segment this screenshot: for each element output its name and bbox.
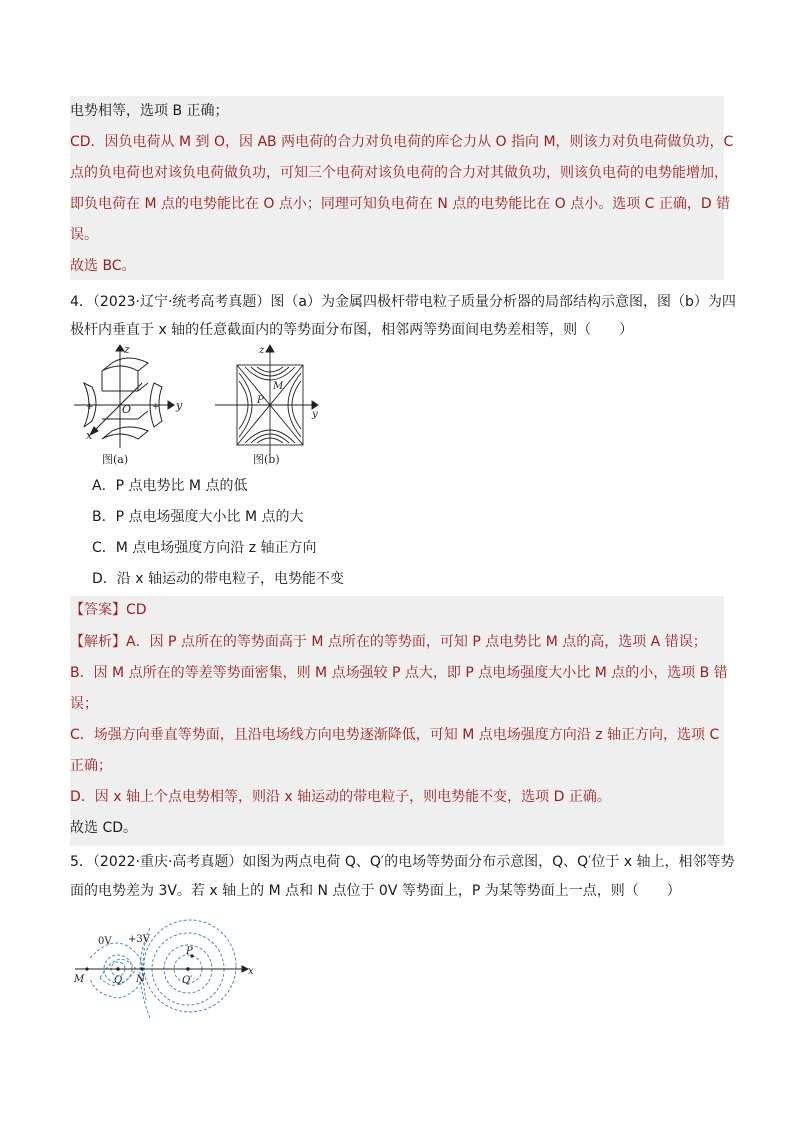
- fig-a-label-y: y: [176, 399, 183, 412]
- q4-analysis-line: 误；: [70, 696, 98, 712]
- q4-analysis-line: B．因 M 点所在的等差等势面密集，则 M 点场强较 P 点大，即 P 点电场强度大小比 M 点的小，选项 B 错: [70, 665, 728, 681]
- q4-stem-line2: 极杆内垂直于 x 轴的任意截面内的等势面分布图，相邻两等势面间电势差相等，则（ ）: [70, 322, 634, 338]
- q4-stem-line1: 4．（2023·辽宁·统考高考真题）图（a）为金属四极杆带电粒子质量分析器的局部结构示意图，图（b）为四: [70, 294, 736, 310]
- fig-a-caption: 图(a): [102, 453, 129, 466]
- solution-line: 误。: [70, 227, 98, 243]
- q5-label-0v: 0V: [98, 936, 112, 947]
- q4-analysis-line: 【解析】A．因 P 点所在的等势面高于 M 点所在的等势面，可知 P 点电势比 M 点的高，选项 A 错误；: [70, 634, 707, 650]
- svg-text:−: −: [116, 362, 124, 372]
- figure-q5-equipotential: [70, 918, 260, 1028]
- q5-stem-line2: 面的电势差为 3V。若 x 轴上的 M 点和 N 点位于 0V 等势面上，P 为某等势面上一点，则（ ）: [70, 883, 681, 899]
- fig-b-label-y: y: [312, 409, 318, 420]
- solution-block-prev: [70, 96, 724, 280]
- figure-b-equipotential: [215, 343, 325, 468]
- svg-text:+: +: [86, 402, 94, 412]
- q4-answer: [70, 600, 147, 620]
- q5-label-q2: Q′: [182, 975, 193, 986]
- q4-option-a: A．P 点电势比 M 点的低: [92, 478, 248, 494]
- q4-analysis-line: 正确；: [70, 758, 112, 774]
- fig-a-label-z: z: [124, 343, 130, 356]
- fig-a-label-x: x: [86, 429, 93, 442]
- q4-analysis-line: C．场强方向垂直等势面，且沿电场线方向电势逐渐降低，可知 M 点电场强度方向沿 z 轴正方向，选项 C: [70, 727, 720, 743]
- fig-b-label-z: z: [259, 345, 265, 356]
- q5-label-m: M: [74, 974, 85, 985]
- q4-option-c: C．M 点电场强度方向沿 z 轴正方向: [92, 540, 317, 556]
- fig-b-label-p: P: [257, 395, 264, 406]
- q4-analysis-line: D．因 x 轴上个点电势相等，则沿 x 轴运动的带电粒子，则电势能不变，选项 D 正确。: [70, 789, 611, 805]
- fig-a-label-o: O: [122, 403, 132, 416]
- answer-tag: 【答案】: [70, 602, 126, 618]
- q4-option-b: B．P 点电场强度大小比 M 点的大: [92, 509, 304, 525]
- fig-b-caption: 图(b): [253, 453, 280, 466]
- q5-label-x: x: [248, 966, 254, 977]
- solution-line: 电势相等，选项 B 正确；: [70, 103, 229, 119]
- q5-label-3v: +3V: [128, 934, 150, 945]
- q5-stem-line1: 5．（2022·重庆·高考真题）如图为两点电荷 Q、Q′的电场等势面分布示意图，Q、Q′位于 x 轴上，相邻等势: [70, 854, 735, 870]
- q4-option-d: D．沿 x 轴运动的带电粒子，电势能不变: [92, 571, 344, 587]
- answer-value: CD: [126, 602, 147, 618]
- figure-a-quadrupole: [72, 343, 192, 468]
- analysis-tag: 【解析】: [70, 634, 126, 650]
- svg-text:+: +: [152, 402, 160, 412]
- svg-text:−: −: [116, 430, 124, 440]
- solution-line: CD．因负电荷从 M 到 O，因 AB 两电荷的合力对负电荷的库仑力从 O 指向 M，则该力对负电荷做负功，C: [70, 134, 734, 150]
- q4-analysis-line: 故选 CD。: [70, 820, 138, 836]
- solution-line: 故选 BC。: [70, 258, 136, 274]
- fig-b-label-m: M: [273, 381, 284, 392]
- solution-line: 即负电荷在 M 点的电势能比在 O 点小；同理可知负电荷在 N 点的电势能比在 O 点小。选项 C 正确，D 错: [70, 196, 731, 212]
- solution-line: 点的负电荷也对该负电荷做负功，可知三个电荷对该负电荷的合力对其做负功，则该负电荷的电势能增加，: [70, 165, 728, 181]
- q5-label-n: N: [136, 974, 145, 985]
- q5-label-p: P: [186, 946, 193, 957]
- q5-label-q: Q: [114, 975, 123, 986]
